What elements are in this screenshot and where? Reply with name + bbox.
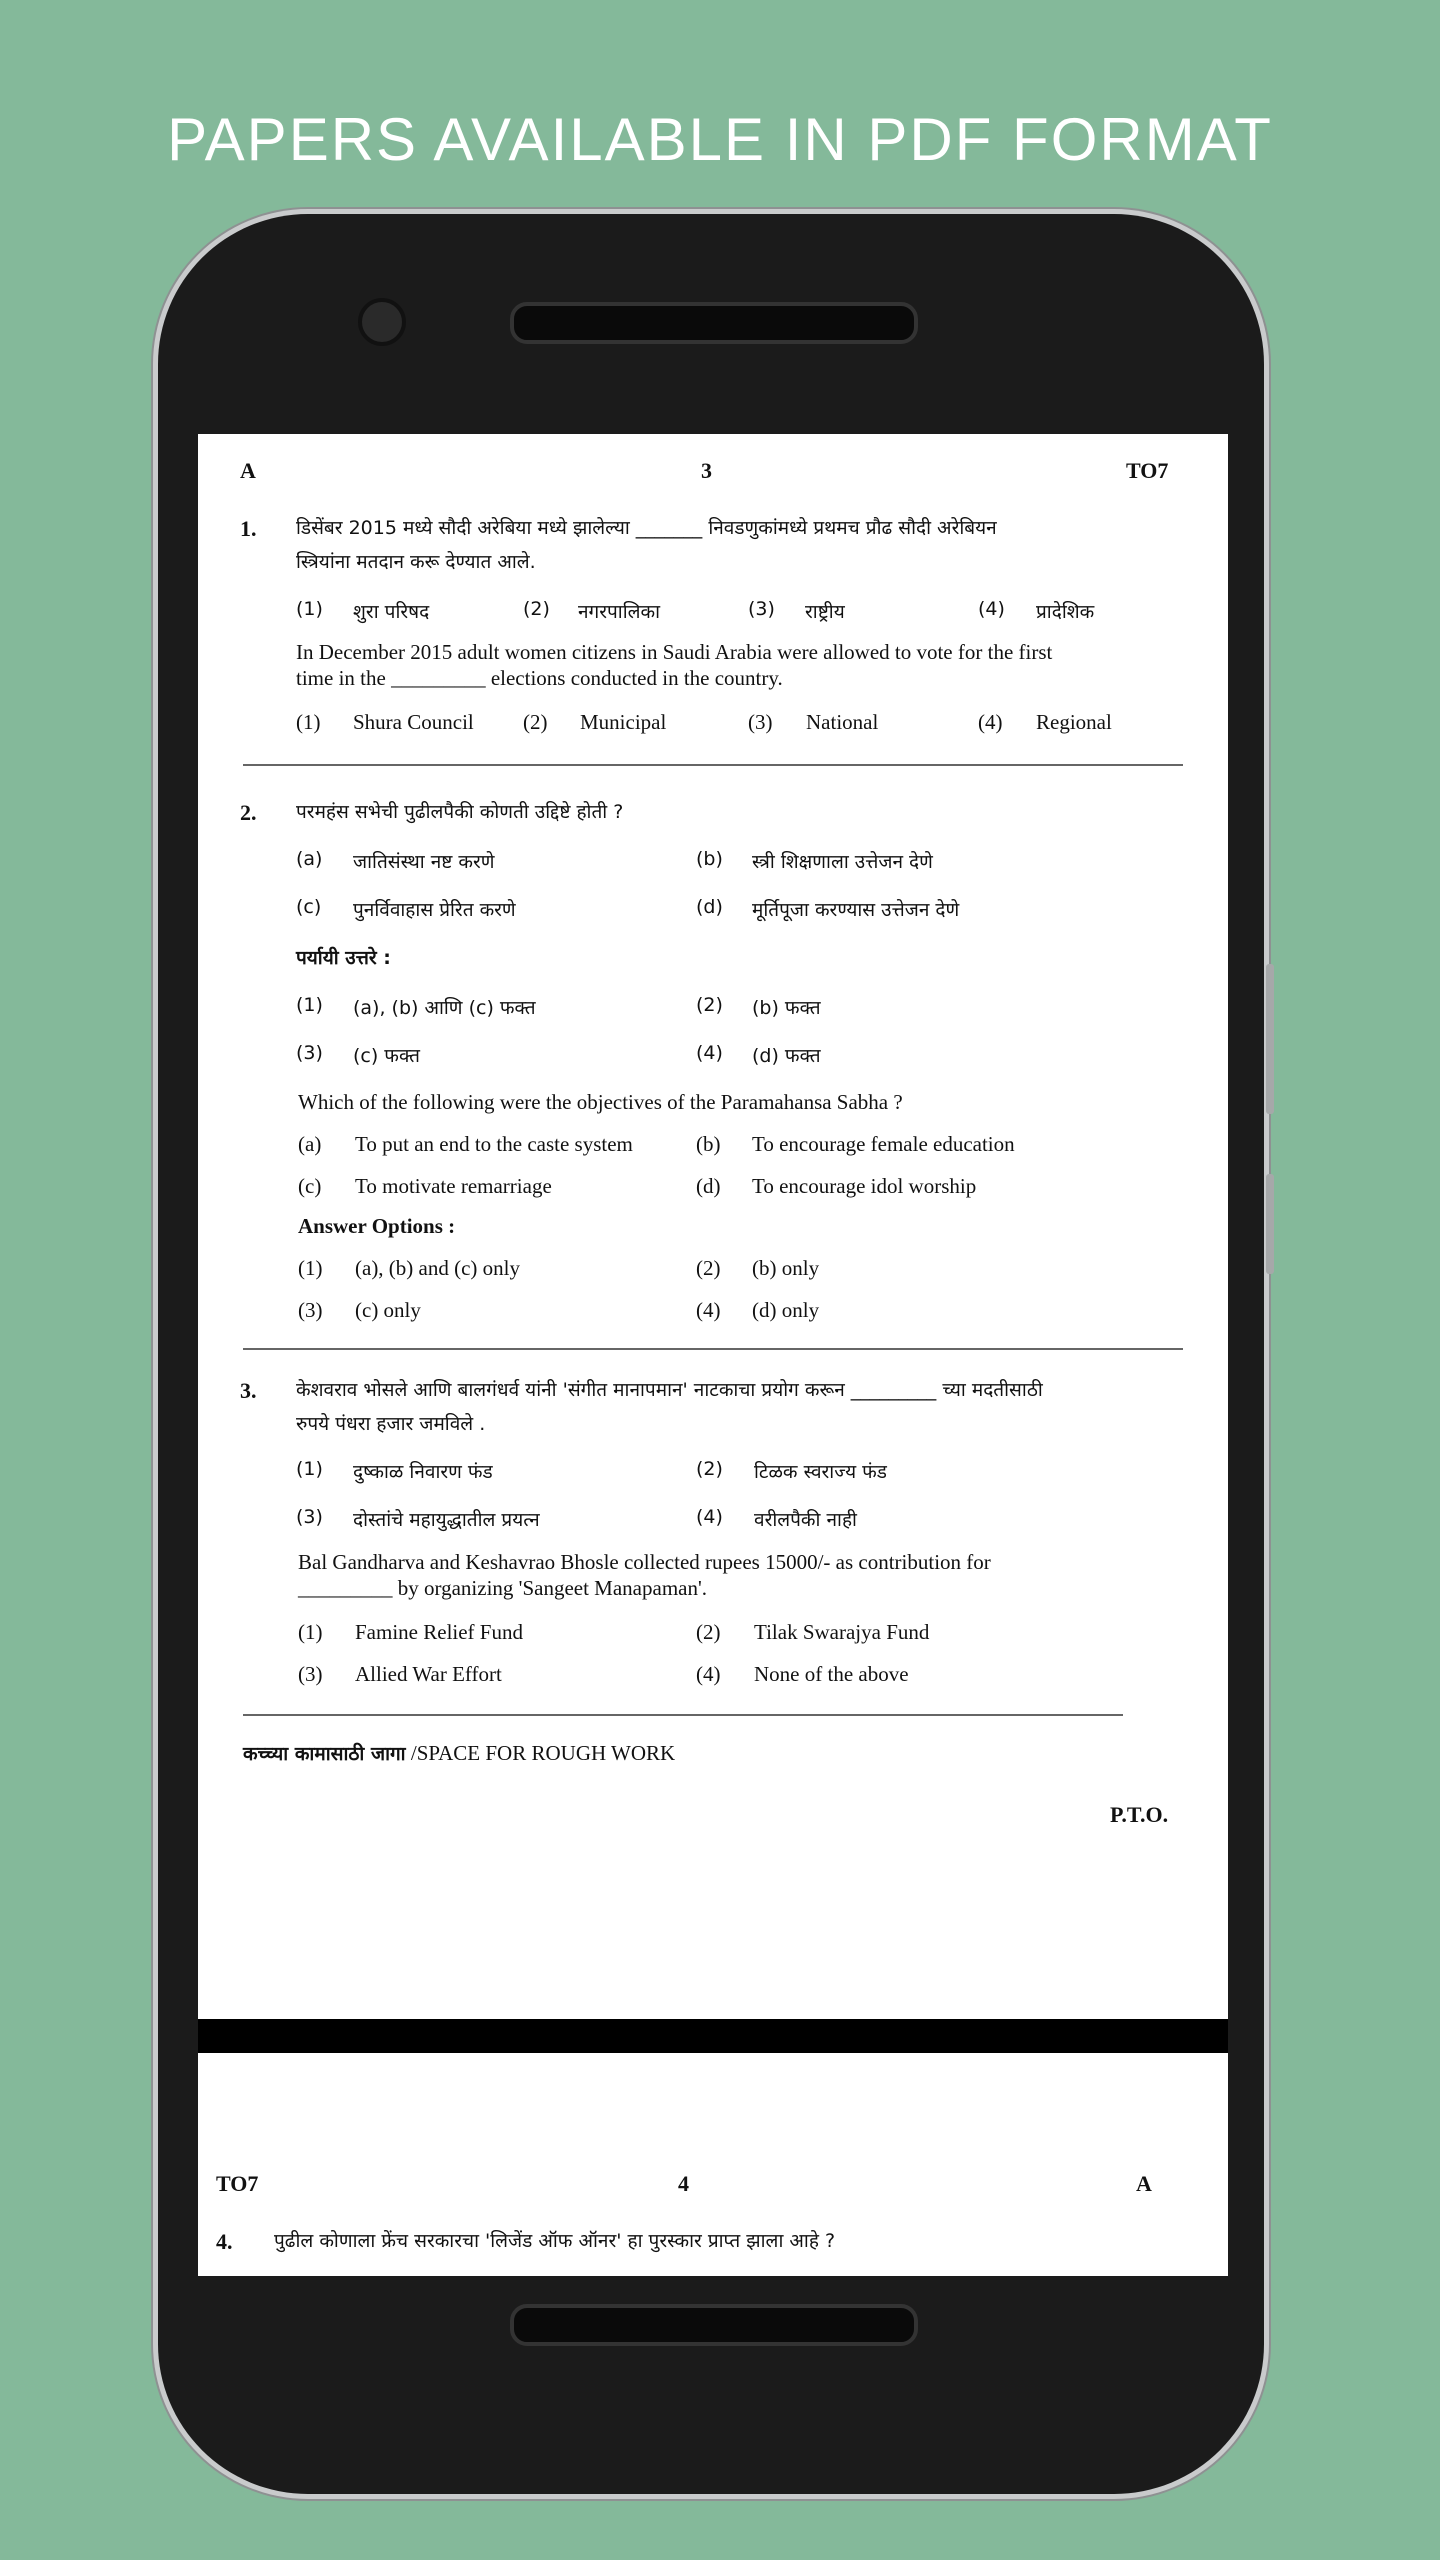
statement-label: (b) <box>696 848 723 870</box>
option-text: Tilak Swarajya Fund <box>754 1620 930 1644</box>
option-text: National <box>806 710 879 734</box>
answer-text: (c) फक्त <box>353 1045 420 1067</box>
question-text-en: Bal Gandharva and Keshavrao Bhosle collected rupees 15000/- as contribution for <box>298 1550 991 1574</box>
question-number: 1. <box>240 516 257 541</box>
question-number: 2. <box>240 800 257 825</box>
option-text: Regional <box>1036 710 1112 734</box>
option-text: वरीलपैकी नाही <box>754 1509 857 1531</box>
question-text-mr: डिसेंबर 2015 मध्ये सौदी अरेबिया मध्ये झालेल्या _______ निवडणुकांमध्ये प्रथमच प्रौढ सौदी अरेबियन <box>296 517 997 539</box>
statement-text: मूर्तिपूजा करण्यास उत्तेजन देणे <box>752 899 960 921</box>
pto-label: P.T.O. <box>1110 1802 1169 1827</box>
statement-label: (d) <box>696 896 723 918</box>
rough-work-label-mr: कच्च्या कामासाठी जागा <box>243 1743 406 1765</box>
option-number: (4) <box>978 598 1005 620</box>
option-text: शुरा परिषद <box>353 601 430 623</box>
option-text: दुष्काळ निवारण फंड <box>353 1461 493 1483</box>
rough-work-label <box>243 1740 675 1766</box>
option-number: (4) <box>978 710 1003 734</box>
answer-number: (3) <box>296 1042 323 1064</box>
question-text-mr: केशवराव भोसले आणि बालगंधर्व यांनी 'संगीत मानापमान' नाटकाचा प्रयोग करून _________ च्या मदतीसाठी <box>296 1379 1043 1401</box>
pdf-page-4[interactable] <box>198 2053 1228 2276</box>
page-header-right: A <box>1136 2171 1152 2196</box>
statement-label: (d) <box>696 1174 721 1198</box>
paper-code: TO7 <box>216 2171 259 2196</box>
answer-number: (1) <box>296 994 323 1016</box>
option-text: प्रादेशिक <box>1036 601 1095 623</box>
option-number: (1) <box>296 598 323 620</box>
statement-label: (c) <box>298 1174 322 1198</box>
option-number: (4) <box>696 1506 723 1528</box>
rough-work-label-en: /SPACE FOR ROUGH WORK <box>405 1741 676 1765</box>
option-text: Shura Council <box>353 710 474 734</box>
page-separator <box>198 2019 1228 2053</box>
question-text-en: _________ by organizing 'Sangeet Manapaman'. <box>298 1576 708 1600</box>
question-text-mr: स्त्रियांना मतदान करू देण्यात आले. <box>296 551 536 573</box>
option-text: None of the above <box>754 1662 909 1686</box>
option-number: (2) <box>696 1620 721 1644</box>
option-text: टिळक स्वराज्य फंड <box>754 1461 887 1483</box>
option-number: (2) <box>523 598 550 620</box>
bottom-speaker-grille <box>510 2304 918 2346</box>
option-number: (2) <box>696 1458 723 1480</box>
question-text-en: time in the _________ elections conducted in the country. <box>296 666 783 690</box>
statement-text: To motivate remarriage <box>355 1174 552 1198</box>
question-number: 3. <box>240 1378 257 1403</box>
question-text-en: Which of the following were the objectives of the Paramahansa Sabha ? <box>298 1090 903 1114</box>
page-number: 4 <box>678 2171 689 2196</box>
question-text-mr: रुपये पंधरा हजार जमविले . <box>296 1413 486 1435</box>
question-text-en: In December 2015 adult women citizens in Saudi Arabia were allowed to vote for the first <box>296 640 1053 664</box>
question-divider <box>243 1348 1183 1350</box>
question-divider <box>243 764 1183 766</box>
answer-number: (2) <box>696 1256 721 1280</box>
answer-text: (b) फक्त <box>752 997 821 1019</box>
statement-label: (c) <box>296 896 322 918</box>
power-button <box>1266 1174 1274 1274</box>
pdf-viewer-screen[interactable] <box>198 434 1228 2276</box>
option-text: नगरपालिका <box>578 601 661 623</box>
question-text-mr: पुढील कोणाला फ्रेंच सरकारचा 'लिजेंड ऑफ ऑनर' हा पुरस्कार प्राप्त झाला आहे ? <box>274 2230 836 2252</box>
option-number: (1) <box>296 710 321 734</box>
answer-text: (a), (b) आणि (c) फक्त <box>353 997 536 1019</box>
option-text: Municipal <box>580 710 667 734</box>
option-text: Famine Relief Fund <box>355 1620 523 1644</box>
option-number: (1) <box>298 1620 323 1644</box>
statement-label: (a) <box>298 1132 322 1156</box>
statement-text: To encourage idol worship <box>752 1174 977 1198</box>
statement-label: (a) <box>296 848 323 870</box>
answer-text: (a), (b) and (c) only <box>355 1256 521 1280</box>
option-number: (4) <box>696 1662 721 1686</box>
option-number: (3) <box>748 710 773 734</box>
option-number: (3) <box>296 1506 323 1528</box>
paper-code: TO7 <box>1126 458 1169 483</box>
option-number: (2) <box>523 710 548 734</box>
answer-options-heading-en: Answer Options : <box>298 1214 456 1238</box>
volume-button <box>1266 964 1274 1114</box>
pdf-page-3[interactable] <box>198 434 1228 2019</box>
statement-text: To put an end to the caste system <box>355 1132 633 1156</box>
answer-number: (2) <box>696 994 723 1016</box>
question-text-mr: परमहंस सभेची पुढीलपैकी कोणती उद्दिष्टे होती ? <box>296 801 624 823</box>
statement-text: स्त्री शिक्षणाला उत्तेजन देणे <box>752 851 933 873</box>
statement-text: पुनर्विवाहास प्रेरित करणे <box>353 899 516 921</box>
front-camera-icon <box>358 298 406 346</box>
answer-text: (b) only <box>752 1256 820 1280</box>
promo-banner-title: PAPERS AVAILABLE IN PDF FORMAT <box>167 106 1273 173</box>
answer-number: (4) <box>696 1298 721 1322</box>
question-number: 4. <box>216 2229 233 2254</box>
answer-text: (d) only <box>752 1298 820 1322</box>
option-number: (1) <box>296 1458 323 1480</box>
answer-text: (c) only <box>355 1298 421 1322</box>
answer-number: (4) <box>696 1042 723 1064</box>
statement-text: To encourage female education <box>752 1132 1015 1156</box>
phone-frame <box>158 214 1264 2494</box>
question-divider <box>243 1714 1123 1716</box>
option-text: राष्ट्रीय <box>805 601 845 623</box>
page-header-left: A <box>240 458 256 483</box>
page-number: 3 <box>701 458 712 483</box>
option-number: (3) <box>298 1662 323 1686</box>
option-text: दोस्तांचे महायुद्धातील प्रयत्न <box>353 1509 540 1531</box>
top-speaker-grille <box>510 302 918 344</box>
option-number: (3) <box>748 598 775 620</box>
option-text: Allied War Effort <box>355 1662 502 1686</box>
answer-text: (d) फक्त <box>752 1045 821 1067</box>
answer-options-heading-mr: पर्यायी उत्तरे : <box>296 947 391 969</box>
answer-number: (1) <box>298 1256 323 1280</box>
answer-number: (3) <box>298 1298 323 1322</box>
statement-text: जातिसंस्था नष्ट करणे <box>353 851 495 873</box>
statement-label: (b) <box>696 1132 721 1156</box>
